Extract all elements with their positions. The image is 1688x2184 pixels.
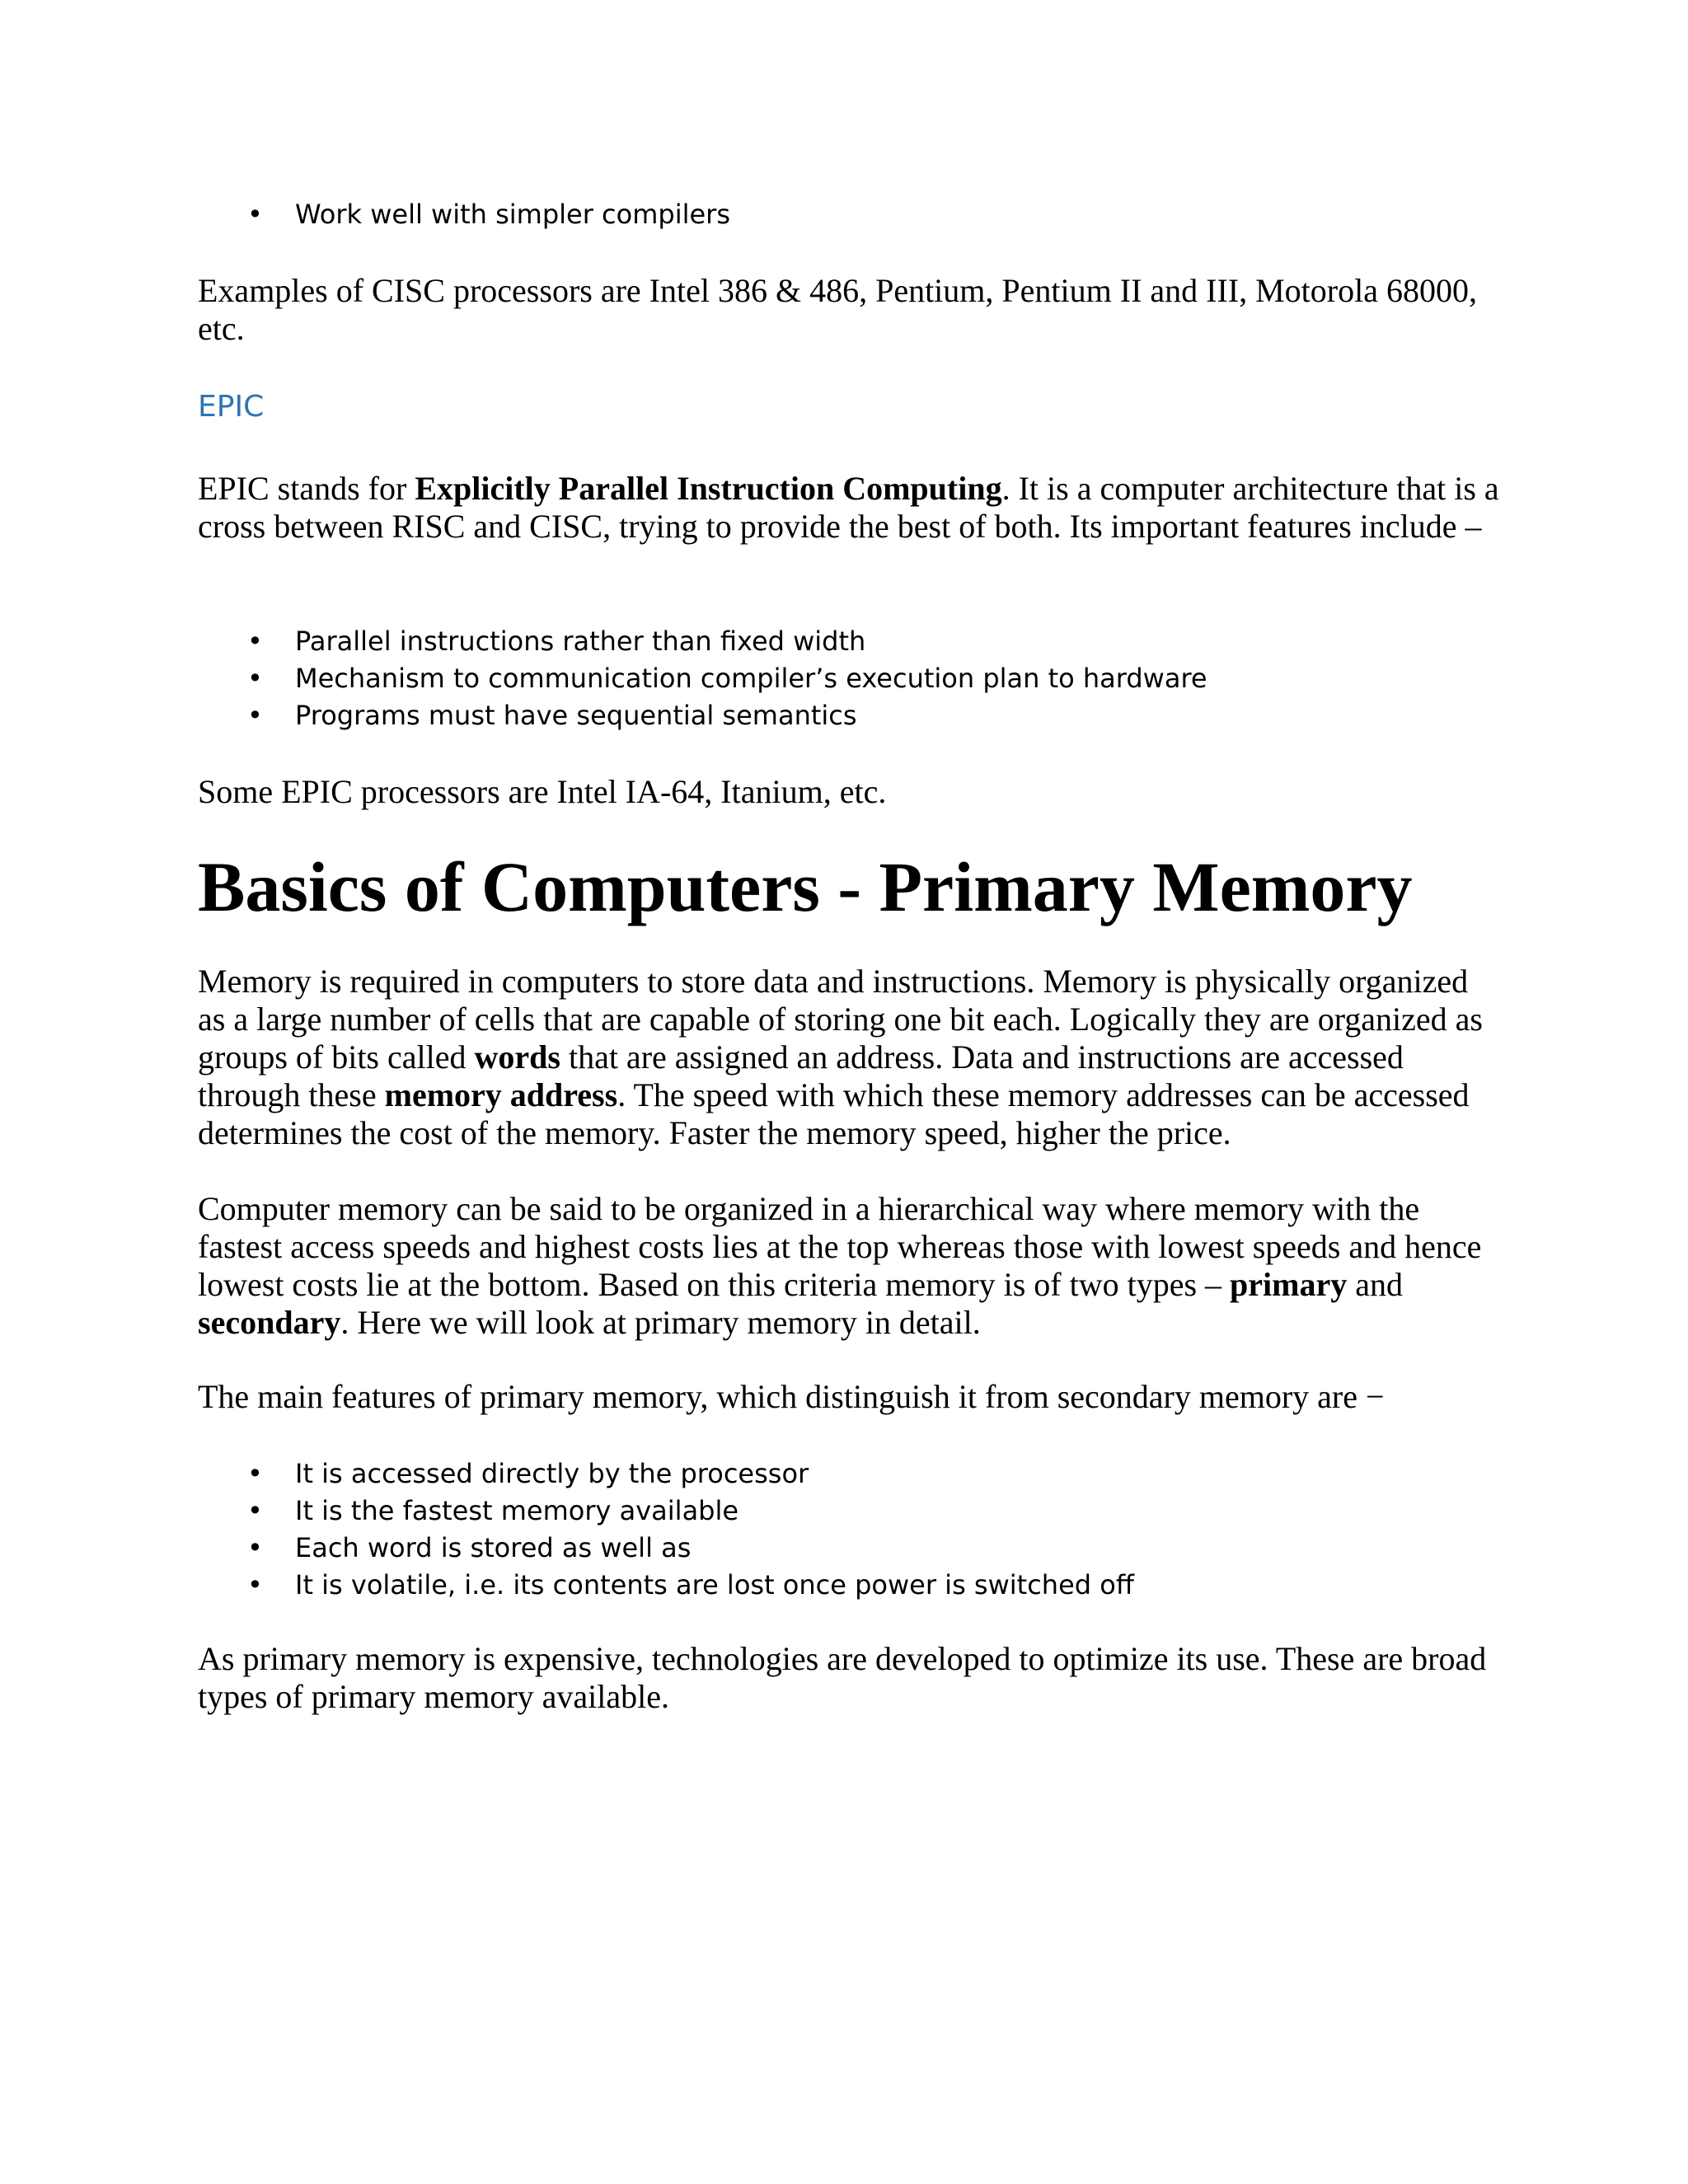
- closing-paragraph: As primary memory is expensive, technologies are developed to optimize its use. These are broad types of primary memory available.: [198, 1640, 1487, 1715]
- bullet-icon: •: [247, 199, 263, 230]
- list-item: • Programs must have sequential semantics: [198, 697, 1500, 734]
- list-item: • Mechanism to communication compiler’s execution plan to hardware: [198, 660, 1500, 697]
- cisc-examples-paragraph: Examples of CISC processors are Intel 386 & 486, Pentium, Pentium II and III, Motorola 68000, etc.: [198, 272, 1477, 347]
- list-item: • Each word is stored as well as: [198, 1530, 1500, 1567]
- bullet-icon: •: [247, 1458, 263, 1489]
- memory-hierarchy-paragraph: Computer memory can be said to be organized in a hierarchical way where memory with the fastest access speeds and highest costs lies at the top whereas those with lowest speeds and hence lowest costs lie at the bottom. Based on this criteria memory is of two types – primary and secondary. Here we will look at primary memory in detail.: [198, 1190, 1482, 1341]
- epic-features-list: [198, 623, 1500, 734]
- epic-heading: EPIC: [198, 390, 265, 424]
- list-item: • It is the fastest memory available: [198, 1493, 1500, 1530]
- bullet-icon: •: [247, 1569, 263, 1601]
- primary-features-intro: The main features of primary memory, which distinguish it from secondary memory are −: [198, 1378, 1385, 1415]
- list-item: • It is accessed directly by the processor: [198, 1455, 1500, 1493]
- compiler-list: [198, 196, 1500, 233]
- epic-examples-paragraph: Some EPIC processors are Intel IA-64, Itanium, etc.: [198, 773, 887, 810]
- bullet-icon: •: [247, 1532, 263, 1563]
- bullet-icon: •: [247, 663, 263, 694]
- list-item: • Parallel instructions rather than fixed width: [198, 623, 1500, 660]
- primary-features-list: [198, 1455, 1500, 1604]
- section-title: Basics of Computers - Primary Memory: [198, 847, 1413, 926]
- bullet-icon: •: [247, 700, 263, 731]
- list-item: • It is volatile, i.e. its contents are lost once power is switched off: [198, 1567, 1500, 1604]
- list-item: • Work well with simpler compilers: [198, 196, 1500, 233]
- bullet-icon: •: [247, 626, 263, 657]
- epic-intro-paragraph: EPIC stands for Explicitly Parallel Instruction Computing. It is a computer architecture that is a cross between RISC and CISC, trying to provide the best of both. Its important features include –: [198, 470, 1499, 545]
- bullet-icon: •: [247, 1495, 263, 1526]
- memory-intro-paragraph: Memory is required in computers to store data and instructions. Memory is physically organized as a large number of cells that are capable of storing one bit each. Logically they are organized as groups of bits called words that are assigned an address. Data and instructions are accessed through these memory address. The speed with which these memory addresses can be accessed determines the cost of the memory. Faster the memory speed, higher the price.: [198, 963, 1483, 1151]
